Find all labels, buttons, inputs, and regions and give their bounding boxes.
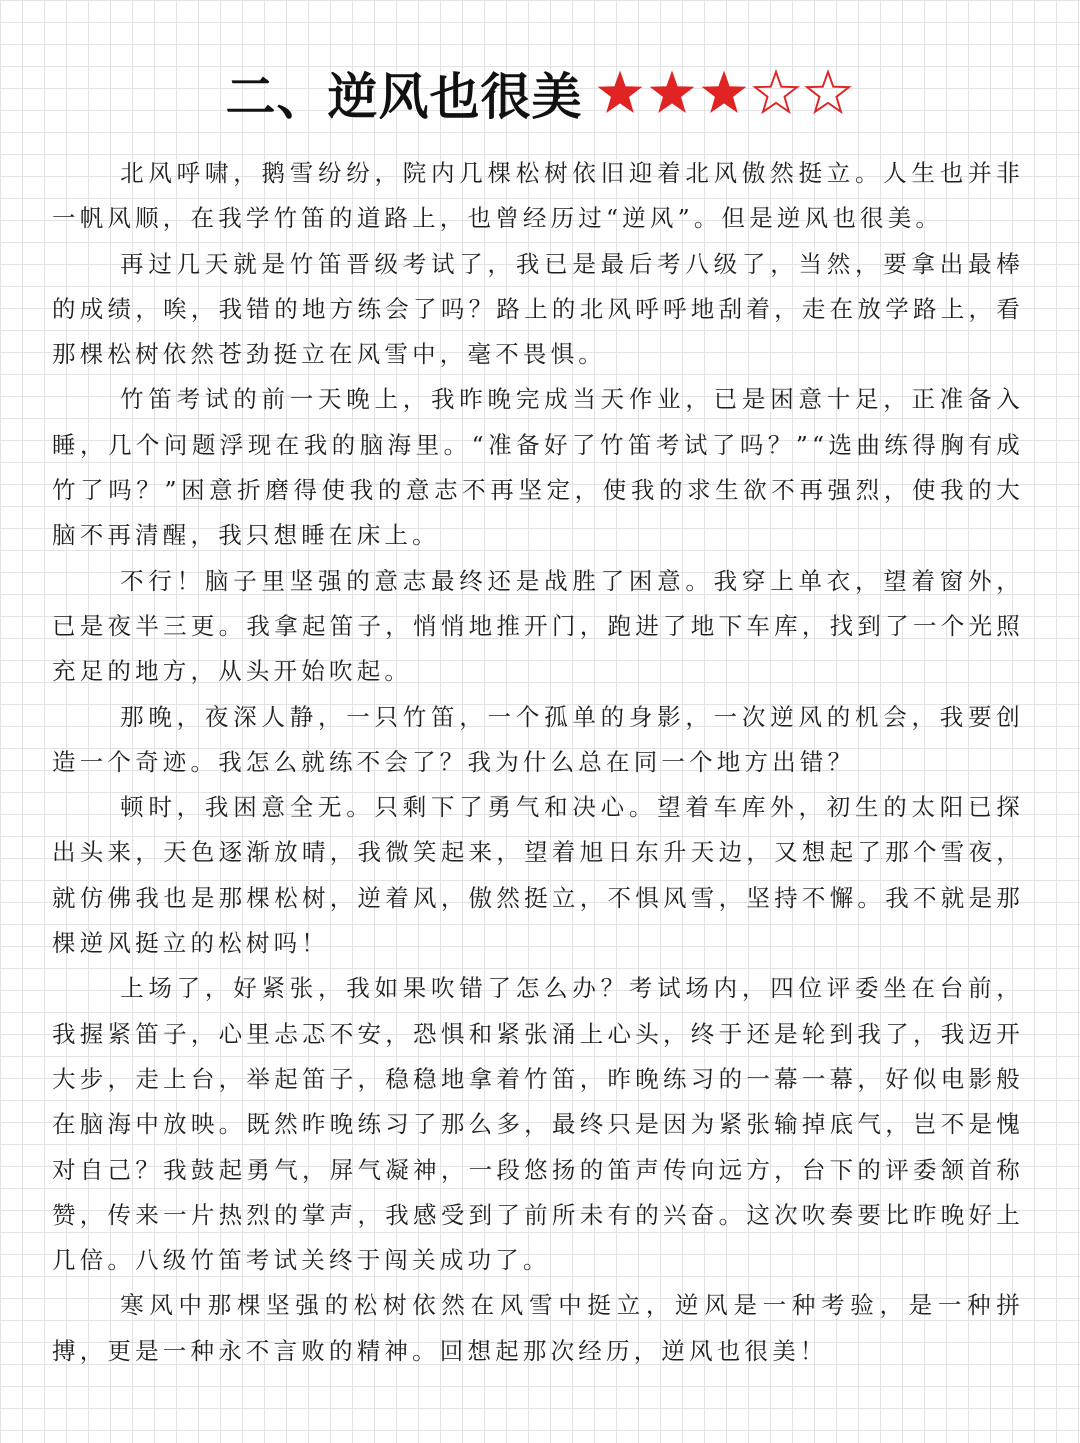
filled-star-icon — [647, 69, 697, 117]
paragraph-3: 竹笛考试的前一天晚上，我昨晚完成当天作业，已是困意十足，正准备入睡，几个问题浮现在我的脑海里。“准备好了竹笛考试了吗？”“选曲练得胸有成竹了吗？”困意折磨得使我的意志不再坚定，使我的求生欲不再强烈，使我的大脑不再清醒，我只想睡在床上。 — [52, 385, 1024, 550]
paragraph-4: 不行！脑子里坚强的意志最终还是战胜了困意。我穿上单衣，望着窗外，已是夜半三更。我拿起笛子，悄悄地推开门，跑进了地下车库，找到了一个光照充足的地方，从头开始吹起。 — [52, 566, 1024, 686]
empty-star-icon — [803, 69, 853, 117]
empty-star-icon — [751, 69, 801, 117]
paragraph-5: 那晚，夜深人静，一只竹笛，一个孤单的身影，一次逆风的机会，我要创造一个奇迹。我怎么就练不会了？我为什么总在同一个地方出错？ — [52, 702, 1024, 776]
paragraph-2: 再过几天就是竹笛晋级考试了，我已是最后考八级了，当然，要拿出最棒的成绩，唉，我错的地方练会了吗？路上的北风呼呼地刮着，走在放学路上，看那棵松树依然苍劲挺立在风雪中，毫不畏惧。 — [52, 249, 1024, 369]
filled-star-icon — [699, 69, 749, 117]
page-title: 二、逆风也很美 — [225, 68, 583, 126]
paragraph-1: 北风呼啸，鹅雪纷纷，院内几棵松树依旧迎着北风傲然挺立。人生也并非一帆风顺，在我学竹笛的道路上，也曾经历过“逆风”。但是逆风也很美。 — [52, 159, 1024, 233]
paragraph-8: 寒风中那棵坚强的松树依然在风雪中挺立，逆风是一种考验，是一种拼搏，更是一种永不言败的精神。回想起那次经历，逆风也很美！ — [52, 1291, 1024, 1365]
star-rating — [595, 69, 855, 117]
paragraph-6: 顿时，我困意全无。只剩下了勇气和决心。望着车库外，初生的太阳已探出头来，天色逐渐放晴，我微笑起来，望着旭日东升天边，又想起了那个雪夜，就仿佛我也是那棵松树，逆着风，傲然挺立，不惧风雪，坚持不懈。我不就是那棵逆风挺立的松树吗！ — [52, 793, 1024, 958]
title-row — [0, 58, 1080, 128]
filled-star-icon — [595, 69, 645, 117]
paragraph-7: 上场了，好紧张，我如果吹错了怎么办？考试场内，四位评委坐在台前，我握紧笛子，心里忐忑不安，恐惧和紧张涌上心头，终于还是轮到我了，我迈开大步，走上台，举起笛子，稳稳地拿着竹笛，昨晚练习的一幕一幕，好似电影般在脑海中放映。既然昨晚练习了那么多，最终只是因为紧张输掉底气，岂不是愧对自己？我鼓起勇气，屏气凝神，一段悠扬的笛声传向远方，台下的评委颔首称赞，传来一片热烈的掌声，我感受到了前所未有的兴奋。这次吹奏要比昨晚好上几倍。八级竹笛考试关终于闯关成功了。 — [52, 974, 1024, 1275]
essay-body — [52, 151, 1024, 1374]
